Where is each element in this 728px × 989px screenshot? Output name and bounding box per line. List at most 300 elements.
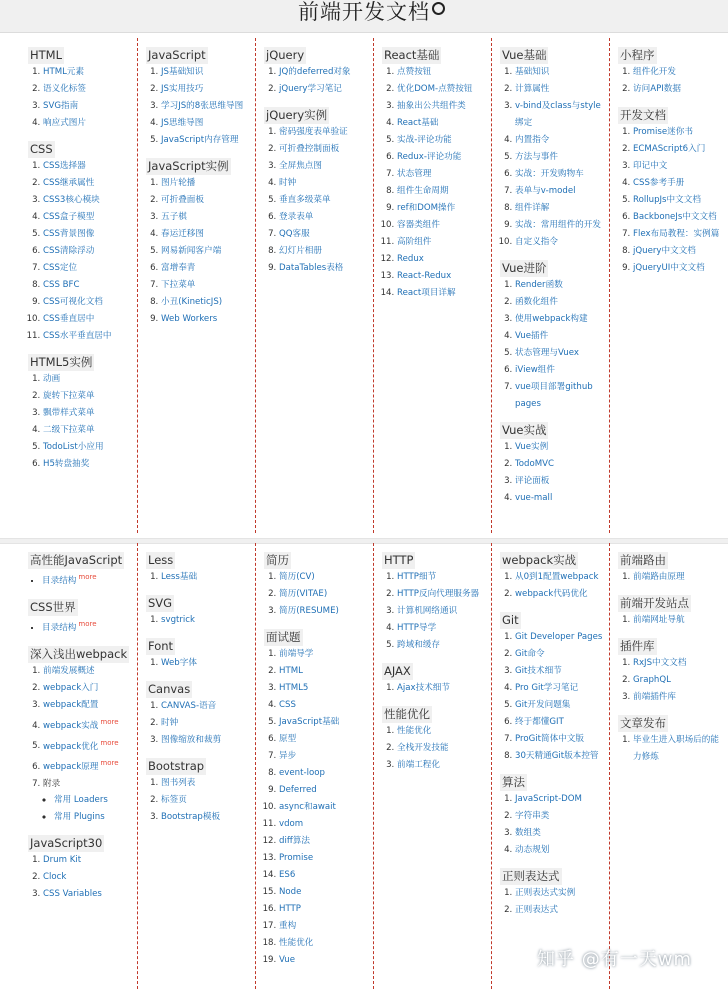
category-section — [618, 44, 724, 98]
doc-link[interactable]: 方法与事件 — [515, 152, 558, 162]
doc-list-item — [515, 680, 605, 697]
doc-link[interactable]: 前端发展概述 — [43, 665, 95, 676]
doc-link[interactable]: 函数化组件 — [515, 297, 558, 307]
doc-list-item — [633, 243, 724, 260]
doc-list-item — [279, 765, 369, 782]
doc-link[interactable]: 旋转下拉菜单 — [43, 391, 95, 401]
doc-link[interactable]: vue-mall — [515, 493, 553, 503]
doc-link[interactable]: Vue插件 — [515, 331, 549, 341]
doc-list-item — [43, 328, 133, 345]
doc-list-item — [279, 697, 369, 714]
doc-link[interactable]: CSS水平垂直居中 — [43, 331, 112, 341]
doc-list-item — [54, 809, 133, 826]
doc-list-item — [43, 776, 133, 793]
doc-link[interactable]: Promise — [279, 853, 314, 863]
doc-list-item — [397, 64, 487, 81]
category-title: Vue基础 — [502, 48, 547, 62]
doc-list-item — [515, 490, 605, 507]
more-badge[interactable]: more — [100, 759, 119, 768]
doc-link[interactable]: 动画 — [43, 374, 61, 384]
doc-link[interactable]: 动态规划 — [515, 845, 550, 855]
doc-link[interactable]: CSS BFC — [43, 280, 80, 290]
category-section — [264, 104, 369, 277]
doc-list-item — [279, 680, 369, 697]
doc-link[interactable]: webpack入门 — [43, 682, 99, 693]
doc-link[interactable]: Git Developer Pages — [515, 632, 603, 642]
doc-link[interactable]: 30天精通Git版本控管 — [515, 751, 599, 761]
doc-link[interactable]: async和await — [279, 802, 336, 812]
doc-link[interactable]: v-bind及class与style绑定 — [515, 101, 601, 128]
doc-link[interactable]: diff算法 — [279, 836, 310, 846]
category-section — [618, 549, 724, 586]
category-column — [256, 543, 374, 989]
doc-link-list — [146, 655, 251, 672]
doc-list-item — [515, 456, 605, 473]
category-section — [382, 660, 487, 697]
doc-link[interactable]: 登录表单 — [279, 212, 314, 222]
doc-list-item — [515, 646, 605, 663]
category-section — [146, 678, 251, 749]
doc-link[interactable]: CSS可视化文档 — [43, 297, 103, 307]
doc-link[interactable]: 常用 Loaders — [54, 795, 108, 806]
doc-list-item — [43, 439, 133, 456]
doc-link[interactable]: BackboneJs中文文档 — [633, 212, 717, 222]
doc-link[interactable]: 从0到1配置webpack — [515, 572, 599, 582]
doc-list-item — [515, 663, 605, 680]
doc-list-item — [279, 586, 369, 603]
doc-link[interactable]: 组件详解 — [515, 203, 550, 213]
category-section — [28, 138, 133, 345]
doc-list-item — [633, 158, 724, 175]
doc-link[interactable]: ECMAScript6入门 — [633, 144, 706, 154]
doc-list-item — [279, 952, 369, 969]
doc-list-item — [43, 735, 133, 756]
category-column — [374, 38, 492, 533]
doc-link[interactable]: 状态管理与Vuex — [515, 348, 579, 358]
doc-link[interactable]: 可折叠面板 — [161, 195, 204, 205]
doc-link[interactable]: 状态管理 — [397, 169, 432, 179]
doc-text: 附录 — [43, 779, 61, 790]
doc-list-item — [161, 294, 251, 311]
doc-link[interactable]: 实战：开发购物车 — [515, 169, 584, 179]
doc-link[interactable]: HTTP — [279, 904, 301, 914]
doc-list-item — [43, 714, 133, 735]
doc-list-item — [397, 757, 487, 774]
doc-link[interactable]: HTTP导学 — [397, 623, 437, 633]
doc-link[interactable]: JavaScript-DOM — [515, 794, 582, 804]
doc-list-item — [43, 852, 133, 869]
doc-link[interactable]: 响应式图片 — [43, 118, 86, 128]
doc-link[interactable]: JS思维导图 — [161, 118, 204, 128]
doc-link[interactable]: 访问API数据 — [633, 84, 681, 94]
doc-link[interactable]: 目录结构 — [42, 575, 77, 586]
doc-list-item — [161, 64, 251, 81]
doc-link[interactable]: webpack配置 — [43, 699, 99, 710]
doc-link[interactable]: CSS垂直居中 — [43, 314, 95, 324]
doc-list-item — [161, 792, 251, 809]
doc-link[interactable]: 原型 — [279, 734, 297, 744]
doc-link[interactable]: CSS继承属性 — [43, 178, 95, 188]
doc-link[interactable]: 幻灯片相册 — [279, 246, 322, 256]
doc-link[interactable]: 春运迁移图 — [161, 229, 204, 239]
doc-list-item — [397, 115, 487, 132]
doc-link[interactable]: 图像缩放和裁剪 — [161, 735, 222, 745]
doc-list-item — [161, 98, 251, 115]
doc-link-list — [618, 569, 724, 586]
doc-link[interactable]: Less基础 — [161, 572, 198, 582]
doc-link[interactable]: vdom — [279, 819, 304, 829]
category-section — [500, 865, 605, 919]
doc-link[interactable]: Drum Kit — [43, 855, 82, 866]
doc-link-list — [28, 158, 133, 345]
doc-list-item — [279, 884, 369, 901]
doc-list-item — [633, 175, 724, 192]
category-title: JavaScript — [148, 48, 206, 62]
doc-link[interactable]: 跨域和缓存 — [397, 640, 440, 650]
doc-link[interactable]: HTTP细节 — [397, 572, 437, 582]
doc-link[interactable]: 语义化标签 — [43, 84, 86, 94]
doc-link[interactable]: React项目详解 — [397, 288, 456, 298]
doc-link[interactable]: 可折叠控制面板 — [279, 144, 340, 154]
doc-list-item — [397, 680, 487, 697]
doc-link[interactable]: 计算属性 — [515, 84, 550, 94]
doc-link[interactable]: React-Redux — [397, 271, 452, 281]
doc-list-item — [43, 886, 133, 903]
category-grid-top — [20, 38, 728, 533]
doc-link[interactable]: jQuery中文文档 — [633, 246, 696, 256]
doc-link[interactable]: H5转盘抽奖 — [43, 459, 90, 469]
mouse-cursor — [432, 2, 445, 15]
doc-link[interactable]: 字符串类 — [515, 811, 550, 821]
doc-link[interactable]: DataTables表格 — [279, 263, 344, 273]
doc-link[interactable]: 基础知识 — [515, 67, 550, 77]
category-section — [146, 155, 251, 328]
doc-link[interactable]: 实战-评论功能 — [397, 135, 452, 145]
doc-link[interactable]: QQ客服 — [279, 229, 310, 239]
doc-link[interactable]: 组件生命周期 — [397, 186, 449, 196]
doc-list-item — [633, 569, 724, 586]
doc-list-item — [279, 260, 369, 277]
doc-link[interactable]: 抽象出公共组件类 — [397, 101, 466, 111]
doc-link[interactable]: 性能优化 — [279, 938, 314, 948]
doc-link[interactable]: ref和DOM操作 — [397, 203, 456, 213]
doc-link-list — [618, 612, 724, 629]
doc-list-item — [42, 616, 133, 637]
category-title: CSS — [30, 142, 53, 156]
category-section — [28, 351, 133, 473]
doc-link-list — [264, 64, 369, 98]
doc-link[interactable]: 容器类组件 — [397, 220, 440, 230]
doc-link[interactable]: CSS定位 — [43, 263, 78, 273]
doc-link[interactable]: Node — [279, 887, 302, 897]
doc-link[interactable]: CSS盒子模型 — [43, 212, 95, 222]
doc-link[interactable]: Git技术细节 — [515, 666, 562, 676]
doc-link[interactable]: 简历(VITAE) — [279, 589, 328, 599]
doc-link[interactable]: 计算机网络通识 — [397, 606, 458, 616]
doc-link[interactable]: Vue实例 — [515, 442, 549, 452]
zhihu-watermark: 知乎 @有一天wm — [537, 949, 692, 970]
category-title: AJAX — [384, 664, 411, 678]
doc-list-item — [397, 132, 487, 149]
doc-link[interactable]: 目录结构 — [42, 622, 77, 633]
category-title: 简历 — [266, 553, 289, 567]
category-title: 前端路由 — [620, 553, 666, 567]
doc-link[interactable]: event-loop — [279, 768, 325, 778]
doc-link[interactable]: 垂直多级菜单 — [279, 195, 331, 205]
doc-link-list — [146, 775, 251, 826]
doc-link[interactable]: TodoList小应用 — [43, 442, 104, 452]
doc-list-item — [633, 672, 724, 689]
doc-list-item — [515, 345, 605, 362]
doc-list-item — [633, 612, 724, 629]
category-title: React基础 — [384, 48, 440, 62]
doc-link[interactable]: CSS3核心模块 — [43, 195, 100, 205]
doc-list-item — [515, 714, 605, 731]
doc-link[interactable]: jQueryUI中文文档 — [633, 263, 705, 273]
doc-link[interactable]: Deferred — [279, 785, 317, 795]
doc-link[interactable]: webpack代码优化 — [515, 589, 588, 599]
doc-link[interactable]: 毕业生进入职场后的能力修炼 — [633, 735, 719, 762]
doc-link[interactable]: 实战：常用组件的开发 — [515, 220, 601, 230]
doc-link[interactable]: ProGit简体中文版 — [515, 734, 585, 744]
doc-link-list — [500, 885, 605, 919]
doc-link[interactable]: svgtrick — [161, 615, 196, 625]
doc-link[interactable]: JavaScript内存管理 — [161, 135, 239, 145]
doc-link[interactable]: HTML元素 — [43, 67, 85, 77]
doc-link[interactable]: TodoMVC — [515, 459, 555, 469]
more-badge[interactable]: more — [100, 717, 119, 726]
doc-link[interactable]: 正则表达式实例 — [515, 888, 576, 898]
doc-link[interactable]: 自定义指令 — [515, 237, 558, 247]
doc-link[interactable]: Bootstrap模板 — [161, 812, 221, 822]
doc-link[interactable]: GraphQL — [633, 675, 671, 685]
doc-list-item — [161, 192, 251, 209]
doc-link[interactable]: 网易新闻客户端 — [161, 246, 222, 256]
doc-link[interactable]: 前端工程化 — [397, 760, 440, 770]
doc-link[interactable]: RollupJs中文文档 — [633, 195, 701, 205]
category-section — [618, 635, 724, 706]
doc-list-item — [161, 81, 251, 98]
doc-list-item — [279, 799, 369, 816]
doc-link[interactable]: 正则表达式 — [515, 905, 558, 915]
doc-link[interactable]: 学习JS的8张思维导图 — [161, 101, 244, 111]
doc-list-item — [161, 775, 251, 792]
doc-link-list — [382, 723, 487, 774]
doc-link[interactable]: 密码强度表单验证 — [279, 127, 348, 137]
doc-link[interactable]: 图书列表 — [161, 778, 196, 788]
category-title: 小程序 — [620, 48, 655, 62]
doc-list-item — [161, 809, 251, 826]
more-badge[interactable]: more — [78, 619, 97, 628]
doc-link[interactable]: 前端路由原理 — [633, 572, 685, 582]
doc-link[interactable]: 内置指令 — [515, 135, 550, 145]
doc-list-item — [161, 175, 251, 192]
doc-list-item — [43, 371, 133, 388]
doc-link[interactable]: CSS背景图像 — [43, 229, 95, 239]
doc-list-item — [161, 715, 251, 732]
doc-link[interactable]: 前端插件库 — [633, 692, 676, 702]
doc-link[interactable]: 全栈开发技能 — [397, 743, 449, 753]
doc-link[interactable]: Redux-评论功能 — [397, 152, 462, 162]
doc-link[interactable]: Git命令 — [515, 649, 545, 659]
doc-link[interactable]: 点赞按钮 — [397, 67, 432, 77]
category-title: Git — [502, 613, 519, 627]
doc-link[interactable]: 印记中文 — [633, 161, 668, 171]
doc-list-item — [43, 294, 133, 311]
doc-link[interactable]: 终于都懂GIT — [515, 717, 564, 727]
more-badge[interactable]: more — [100, 738, 119, 747]
doc-list-item — [43, 226, 133, 243]
doc-list-item — [161, 209, 251, 226]
doc-list-item — [397, 81, 487, 98]
doc-list-item — [633, 226, 724, 243]
doc-link[interactable]: JS实用技巧 — [161, 84, 204, 94]
doc-link[interactable]: 表单与v-model — [515, 186, 576, 196]
category-section — [146, 592, 251, 629]
doc-link[interactable]: jQuery学习笔记 — [279, 84, 342, 94]
doc-list-item — [633, 209, 724, 226]
doc-link[interactable]: Redux — [397, 254, 424, 264]
category-section — [28, 643, 133, 794]
category-title: HTML — [30, 48, 63, 62]
doc-list-item — [633, 260, 724, 277]
doc-link[interactable]: React基础 — [397, 118, 439, 128]
doc-link[interactable]: Ajax技术细节 — [397, 683, 450, 693]
doc-list-item — [397, 200, 487, 217]
doc-list-item — [279, 816, 369, 833]
doc-link[interactable]: CSS Variables — [43, 889, 102, 900]
doc-link[interactable]: 图片轮播 — [161, 178, 196, 188]
doc-link[interactable]: Render函数 — [515, 280, 563, 290]
more-badge[interactable]: more — [78, 573, 97, 581]
doc-link[interactable]: 异步 — [279, 751, 297, 761]
doc-link[interactable]: 优化DOM-点赞按钮 — [397, 84, 473, 94]
doc-list-item — [397, 620, 487, 637]
doc-list-item — [515, 328, 605, 345]
category-section — [500, 44, 605, 251]
doc-link[interactable]: 标签页 — [161, 795, 187, 805]
doc-link[interactable]: 下拉菜单 — [161, 280, 196, 290]
doc-link[interactable]: 评论面板 — [515, 476, 550, 486]
category-title: Canvas — [148, 682, 191, 696]
doc-list-item — [515, 808, 605, 825]
doc-link[interactable]: 重构 — [279, 921, 297, 931]
doc-list-item — [43, 243, 133, 260]
doc-list-item — [279, 226, 369, 243]
doc-link[interactable]: HTML — [279, 666, 303, 676]
doc-link[interactable]: 常用 Plugins — [54, 812, 105, 823]
doc-link[interactable]: 时钟 — [161, 718, 179, 728]
doc-list-item — [279, 663, 369, 680]
doc-link[interactable]: 富增奉青 — [161, 263, 196, 273]
category-section — [264, 549, 369, 620]
doc-link[interactable]: 使用webpack构建 — [515, 314, 588, 324]
doc-link[interactable]: CSS选择器 — [43, 161, 86, 171]
doc-link[interactable]: Vue — [279, 955, 296, 965]
doc-list-item — [43, 277, 133, 294]
doc-link-list — [500, 569, 605, 603]
doc-link[interactable]: SVG指南 — [43, 101, 79, 111]
doc-link[interactable]: 性能优化 — [397, 726, 432, 736]
doc-link[interactable]: Git开发问题集 — [515, 700, 571, 710]
doc-link[interactable]: 五子棋 — [161, 212, 187, 222]
doc-link[interactable]: 高阶组件 — [397, 237, 432, 247]
category-title: CSS世界 — [30, 599, 76, 614]
doc-link[interactable]: Promise迷你书 — [633, 127, 693, 137]
doc-link[interactable]: 二级下拉菜单 — [43, 425, 95, 435]
doc-link[interactable]: CSS — [279, 700, 296, 710]
category-title: Vue实战 — [502, 423, 547, 437]
doc-list-item — [161, 732, 251, 749]
doc-link[interactable]: 前端网址导航 — [633, 615, 685, 625]
doc-link[interactable]: 飘带样式菜单 — [43, 408, 95, 418]
doc-link[interactable]: Web Workers — [161, 314, 218, 324]
doc-link[interactable]: 前端导学 — [279, 649, 314, 659]
doc-link[interactable]: HTTP反向代理服务器 — [397, 589, 480, 599]
doc-list-item — [515, 439, 605, 456]
doc-link[interactable]: 数组类 — [515, 828, 541, 838]
doc-link[interactable]: HTML5 — [279, 683, 309, 693]
doc-list-item — [161, 132, 251, 149]
doc-link[interactable]: Pro Git学习笔记 — [515, 683, 579, 693]
category-grid-bottom — [20, 543, 728, 989]
doc-link[interactable]: webpack原理 — [43, 762, 99, 773]
doc-link-list — [618, 124, 724, 277]
doc-link[interactable]: CSS清除浮动 — [43, 246, 95, 256]
category-title: Font — [148, 639, 174, 653]
doc-link-list — [28, 569, 133, 590]
doc-link[interactable]: Web字体 — [161, 658, 197, 668]
doc-list-item — [397, 603, 487, 620]
doc-link[interactable]: CANVAS-语音 — [161, 701, 217, 711]
doc-link[interactable]: JS基础知识 — [161, 67, 204, 77]
doc-list-item — [279, 646, 369, 663]
doc-link[interactable]: 时钟 — [279, 178, 297, 188]
doc-list-item — [633, 192, 724, 209]
doc-list-item — [633, 655, 724, 672]
doc-link[interactable]: webpack实战 — [43, 720, 99, 731]
doc-link[interactable]: Clock — [43, 872, 67, 883]
category-section — [382, 703, 487, 774]
doc-list-item — [515, 234, 605, 251]
doc-link[interactable]: 简历(CV) — [279, 572, 315, 582]
doc-link[interactable]: 组件化开发 — [633, 67, 676, 77]
doc-link[interactable]: 小丑(KineticJS) — [161, 297, 223, 307]
doc-link[interactable]: ES6 — [279, 870, 296, 880]
doc-link[interactable]: webpack优化 — [43, 741, 99, 752]
doc-link-list — [382, 64, 487, 302]
doc-link-list — [500, 64, 605, 251]
doc-link[interactable]: CSS参考手册 — [633, 178, 685, 188]
category-title: 深入浅出webpack — [30, 646, 128, 661]
doc-link[interactable]: RxJS中文文档 — [633, 658, 687, 668]
doc-link[interactable]: iView组件 — [515, 365, 555, 375]
doc-list-item — [515, 81, 605, 98]
doc-list-item — [515, 629, 605, 646]
doc-list-item — [515, 697, 605, 714]
doc-list-item — [161, 115, 251, 132]
doc-link[interactable]: 简历(RESUME) — [279, 606, 339, 616]
category-column — [610, 543, 728, 989]
doc-list-item — [397, 217, 487, 234]
doc-link[interactable]: JavaScript基础 — [279, 717, 340, 727]
category-column — [492, 38, 610, 533]
doc-link[interactable]: JQ的deferred对象 — [279, 67, 351, 77]
doc-list-item — [161, 243, 251, 260]
doc-link[interactable]: vue项目部署github pages — [515, 382, 593, 409]
doc-link[interactable]: Flex布局教程：实例篇 — [633, 229, 720, 239]
doc-link[interactable]: 全屏焦点图 — [279, 161, 322, 171]
